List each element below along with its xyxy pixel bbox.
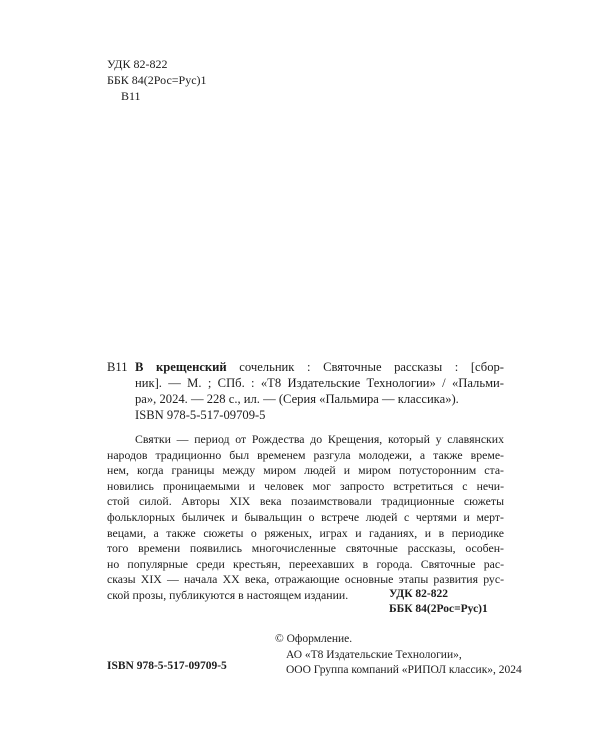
bbk-code: ББК 84(2Рос=Рус)1	[107, 73, 207, 87]
abstract-line: фольклорных быличек и бывальщин о встрече людей с чертями и мерт-	[107, 509, 504, 524]
abstract-line: Святки — период от Рождества до Крещения, который у славянских	[135, 432, 504, 446]
bibliographic-entry	[107, 359, 504, 407]
entry-line-2: ник]. — М. ; СПб. : «Т8 Издательские Технологии» / «Пальми-	[135, 376, 504, 390]
udk-code: УДК 82-822	[107, 57, 168, 71]
abstract-line: народов традиционно был временем разгула молодежи, а также време-	[107, 447, 504, 462]
copyright-block	[275, 632, 522, 679]
abstract-line: но популярные среди крестьян, переехавших в города. Святочные рас-	[107, 556, 504, 571]
abstract-line: вецами, а также сюжеты о ряженых, играх и гаданиях, и в периодике	[107, 525, 504, 540]
udk-code-bottom: УДК 82-822	[389, 588, 448, 600]
abstract-line: ской прозы, публикуются в настоящем издании.	[107, 587, 349, 602]
entry-line-1-rest: сочельник : Святочные рассказы : [сбор-	[226, 360, 504, 374]
abstract-line: того времени появились многочисленные святочные рассказы, особен-	[107, 541, 504, 556]
bbk-code-bottom: ББК 84(2Рос=Рус)1	[389, 603, 488, 615]
abstract-line: сказы XIX — начала XX века, отражающие основные этапы развития рус-	[107, 572, 504, 587]
abstract-line: нем, когда границы между миром людей и миром потусторонним ста-	[107, 463, 504, 478]
bottom-classification-codes	[389, 587, 488, 617]
top-classification-codes	[107, 56, 207, 104]
entry-line-3: ра», 2024. — 228 с., ил. — (Серия «Пальмира — классика»).	[135, 392, 459, 406]
copyright-line-3: ООО Группа компаний «РИПОЛ классик», 2024	[286, 664, 522, 676]
entry-title: В крещенский	[135, 360, 227, 374]
isbn-entry: ISBN 978-5-517-09709-5	[135, 408, 266, 422]
copyright-line-1: © Оформление.	[275, 633, 353, 645]
author-sign-code: В11	[121, 89, 141, 103]
isbn-bottom: ISBN 978-5-517-09709-5	[107, 660, 227, 672]
abstract-line: стой силой. Авторы XIX века позаимствовали традиционные сюжеты	[107, 494, 504, 509]
entry-code: В11	[107, 360, 128, 374]
abstract-line: новились проницаемыми и человек мог запросто встретиться с нечи-	[107, 478, 504, 493]
copyright-line-2: АО «Т8 Издательские Технологии»,	[286, 648, 462, 661]
abstract	[107, 432, 504, 604]
entry-line-1	[135, 359, 504, 375]
